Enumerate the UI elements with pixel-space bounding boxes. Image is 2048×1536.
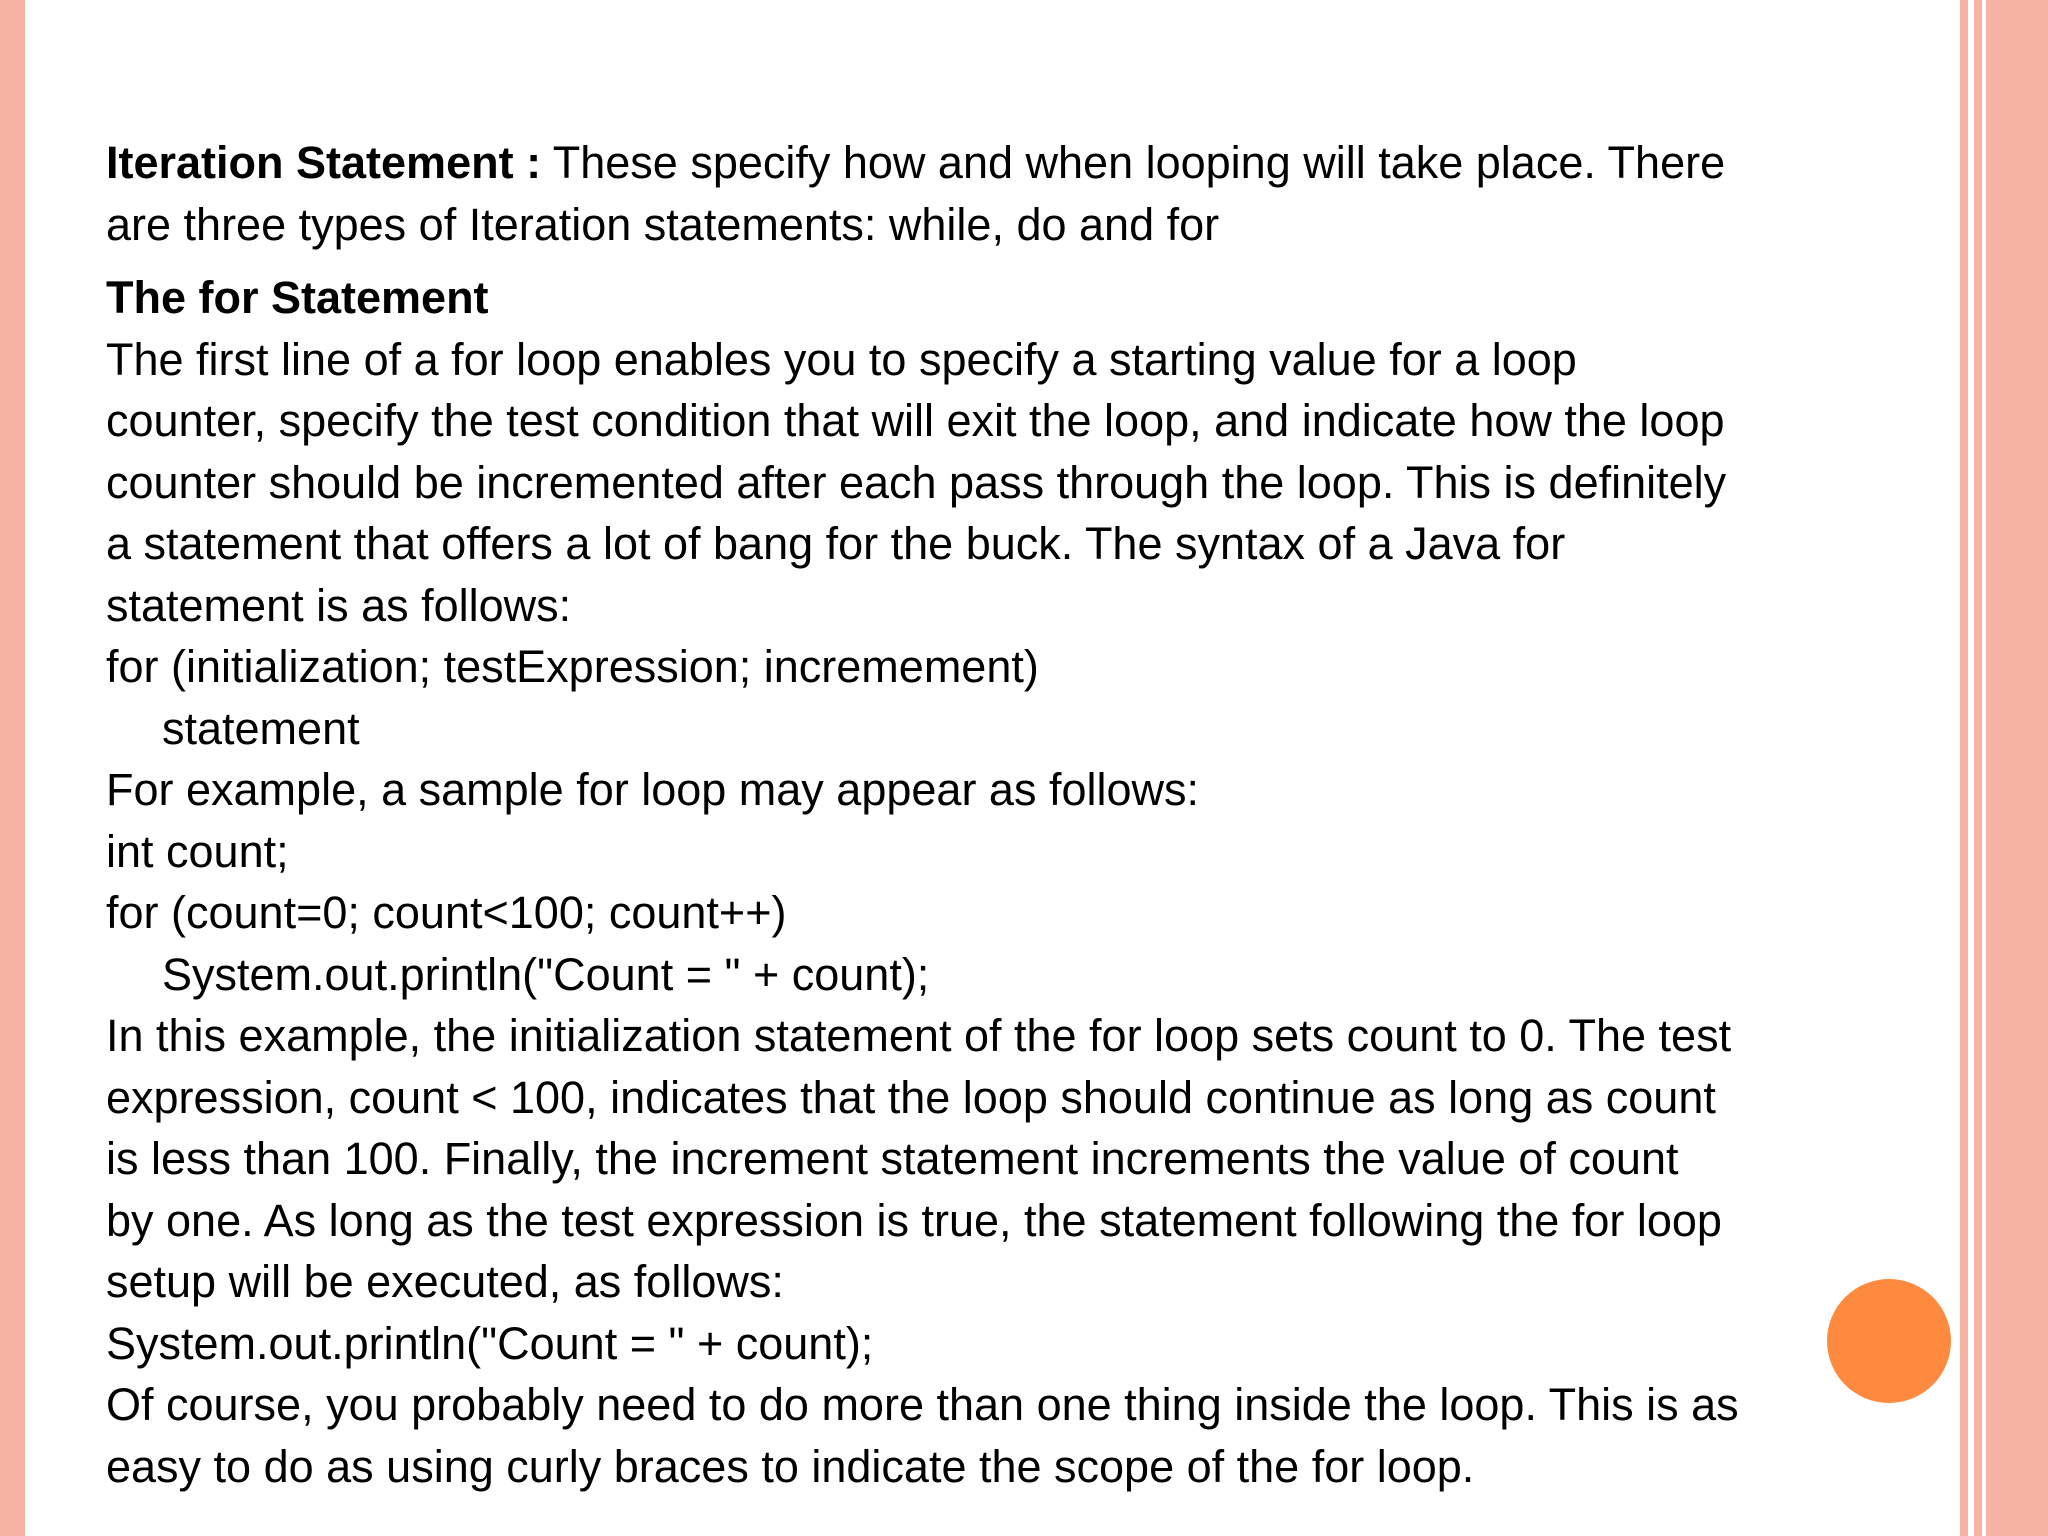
- decorative-circle: [1827, 1279, 1951, 1403]
- body-line: The first line of a for loop enables you to specify a starting value for a loop: [106, 333, 1577, 385]
- body-line: a statement that offers a lot of bang for the buck. The syntax of a Java for: [106, 518, 1566, 569]
- intro-text: These specify how and when looping will take place. There: [541, 137, 1726, 188]
- body-line: In this example, the initialization statement of the for loop sets count to 0. The test: [106, 1010, 1732, 1061]
- intro-label: Iteration Statement :: [106, 137, 542, 188]
- paragraph-gap: [106, 255, 1956, 267]
- body-line: is less than 100. Finally, the increment statement increments the value of count: [106, 1133, 1679, 1184]
- slide-border-left: [0, 0, 25, 1536]
- body-line: counter, specify the test condition that will exit the loop, and indicate how the loop: [106, 395, 1725, 446]
- intro-line-1: [106, 132, 1956, 194]
- body-line: For example, a sample for loop may appear as follows:: [106, 764, 1200, 815]
- code-line-indented: System.out.println("Count = " + count);: [162, 948, 930, 1000]
- code-line: for (count=0; count<100; count++): [106, 887, 787, 938]
- body-line: Of course, you probably need to do more than one thing inside the loop. This is as: [106, 1379, 1739, 1430]
- body-line: expression, count < 100, indicates that the loop should continue as long as count: [106, 1071, 1716, 1123]
- code-line: for (initialization; testExpression; incremement): [106, 641, 1039, 692]
- slide-border-right-band: [1986, 0, 2048, 1536]
- body-line: by one. As long as the test expression is true, the statement following the for loop: [106, 1194, 1722, 1246]
- slide-border-right-stripe: [1974, 0, 1982, 1536]
- body-line: setup will be executed, as follows:: [106, 1256, 784, 1307]
- section-heading: The for Statement: [106, 272, 489, 323]
- slide-body: [106, 132, 1956, 1497]
- slide-border-right-stripe: [1960, 0, 1968, 1536]
- code-line-indented: statement: [162, 702, 360, 754]
- intro-line-2: are three types of Iteration statements: while, do and for: [106, 198, 1220, 250]
- body-line: counter should be incremented after each pass through the loop. This is definitely: [106, 456, 1727, 508]
- code-line: System.out.println("Count = " + count);: [106, 1317, 874, 1369]
- code-line: int count;: [106, 825, 289, 877]
- body-line: easy to do as using curly braces to indicate the scope of the for loop.: [106, 1440, 1475, 1492]
- body-line: statement is as follows:: [106, 579, 572, 631]
